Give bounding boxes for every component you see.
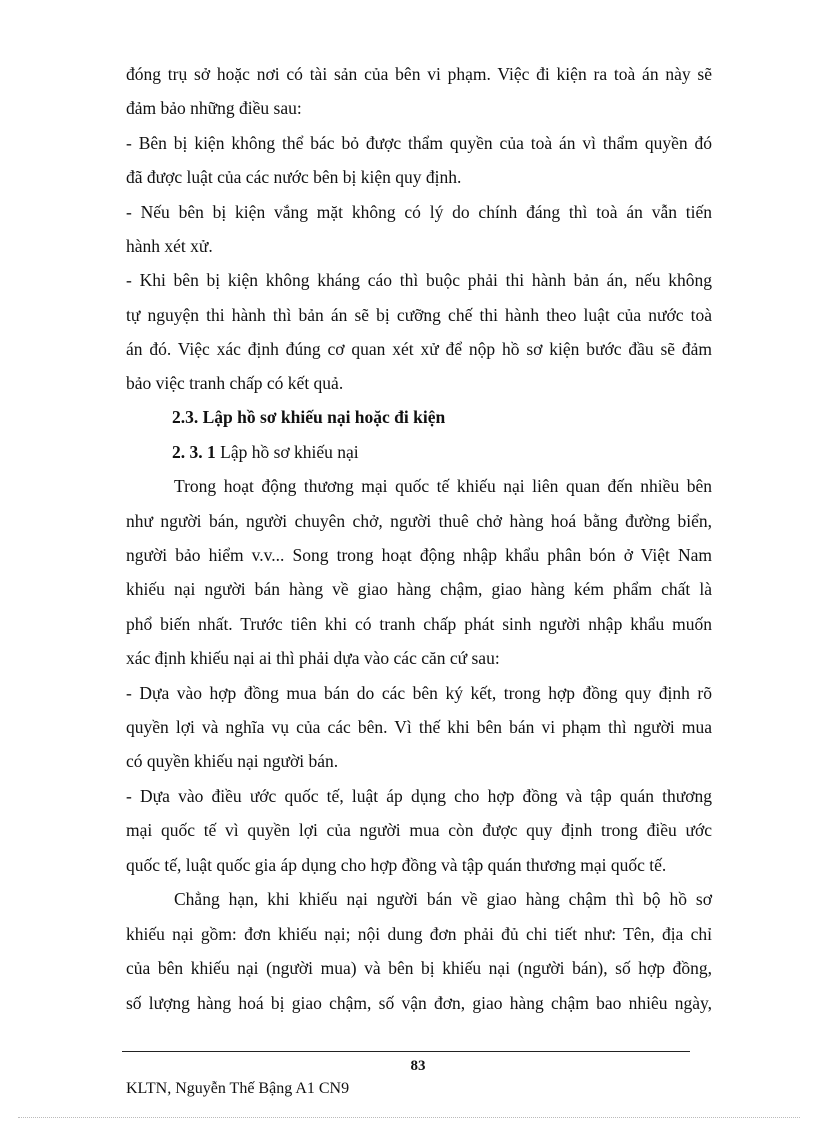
bullet-line: - Dựa vào hợp đồng mua bán do các bên ký kết, trong hợp đồng quy định rõ [126,683,712,703]
body-line: án đó. Việc xác định đúng cơ quan xét xử để nộp hồ sơ kiện bước đầu sẽ đảm [126,339,712,359]
body-line: quốc tế, luật quốc gia áp dụng cho hợp đồng và tập quán thương mại quốc tế. [126,855,667,875]
footer-author: KLTN, Nguyễn Thế Bậng A1 CN9 [126,1080,350,1097]
section-heading: 2.3. Lập hồ sơ khiếu nại hoặc đi kiện [172,407,446,427]
body-line: khiếu nại người bán hàng về giao hàng chậm, giao hàng kém phẩm chất là [126,579,712,599]
body-line: người bảo hiểm v.v... Song trong hoạt động nhập khẩu phân bón ở Việt Nam [126,545,712,565]
body-line: phổ biến nhất. Trước tiên khi có tranh chấp phát sinh người nhập khẩu muốn [126,614,712,634]
page-number: 83 [410,1058,426,1074]
body-line: mại quốc tế vì quyền lợi của người mua còn được quy định trong điều ước [126,820,712,840]
body-line: hành xét xử. [126,236,213,256]
footer-rule [122,1051,690,1052]
body-line: đóng trụ sở hoặc nơi có tài sản của bên vi phạm. Việc đi kiện ra toà án này sẽ [126,64,712,84]
page-bottom-divider [18,1117,800,1118]
body-line: như người bán, người chuyên chở, người thuê chở hàng hoá bằng đường biển, [126,511,712,531]
subsection-title: Lập hồ sơ khiếu nại [220,442,359,462]
body-line: có quyền khiếu nại người bán. [126,751,339,771]
bullet-line: - Khi bên bị kiện không kháng cáo thì buộc phải thi hành bản án, nếu không [126,270,712,290]
body-line: đã được luật của các nước bên bị kiện quy định. [126,167,462,187]
bullet-line: - Nếu bên bị kiện vắng mặt không có lý do chính đáng thì toà án vẫn tiến [126,202,712,222]
body-line: Trong hoạt động thương mại quốc tế khiếu nại liên quan đến nhiều bên [174,476,712,496]
subsection-number: 2. 3. 1 [172,442,216,462]
body-line: đảm bảo những điều sau: [126,98,302,118]
body-line: bảo việc tranh chấp có kết quả. [126,373,344,393]
body-line: tự nguyện thi hành thì bản án sẽ bị cưỡng chế thi hành theo luật của nước toà [126,305,712,325]
body-line: khiếu nại gồm: đơn khiếu nại; nội dung đơn phải đủ chi tiết như: Tên, địa chỉ [126,924,712,944]
subsection-heading [172,440,712,464]
body-line: của bên khiếu nại (người mua) và bên bị khiếu nại (người bán), số hợp đồng, [126,958,712,978]
bullet-line: - Bên bị kiện không thể bác bỏ được thẩm quyền của toà án vì thẩm quyền đó [126,133,712,153]
body-line: Chẳng hạn, khi khiếu nại người bán về giao hàng chậm thì bộ hồ sơ [174,889,712,909]
body-line: số lượng hàng hoá bị giao chậm, số vận đơn, giao hàng chậm bao nhiêu ngày, [126,993,712,1013]
body-line: quyền lợi và nghĩa vụ của các bên. Vì thế khi bên bán vi phạm thì người mua [126,717,712,737]
body-line: xác định khiếu nại ai thì phải dựa vào các căn cứ sau: [126,648,500,668]
bullet-line: - Dựa vào điều ước quốc tế, luật áp dụng cho hợp đồng và tập quán thương [126,786,712,806]
